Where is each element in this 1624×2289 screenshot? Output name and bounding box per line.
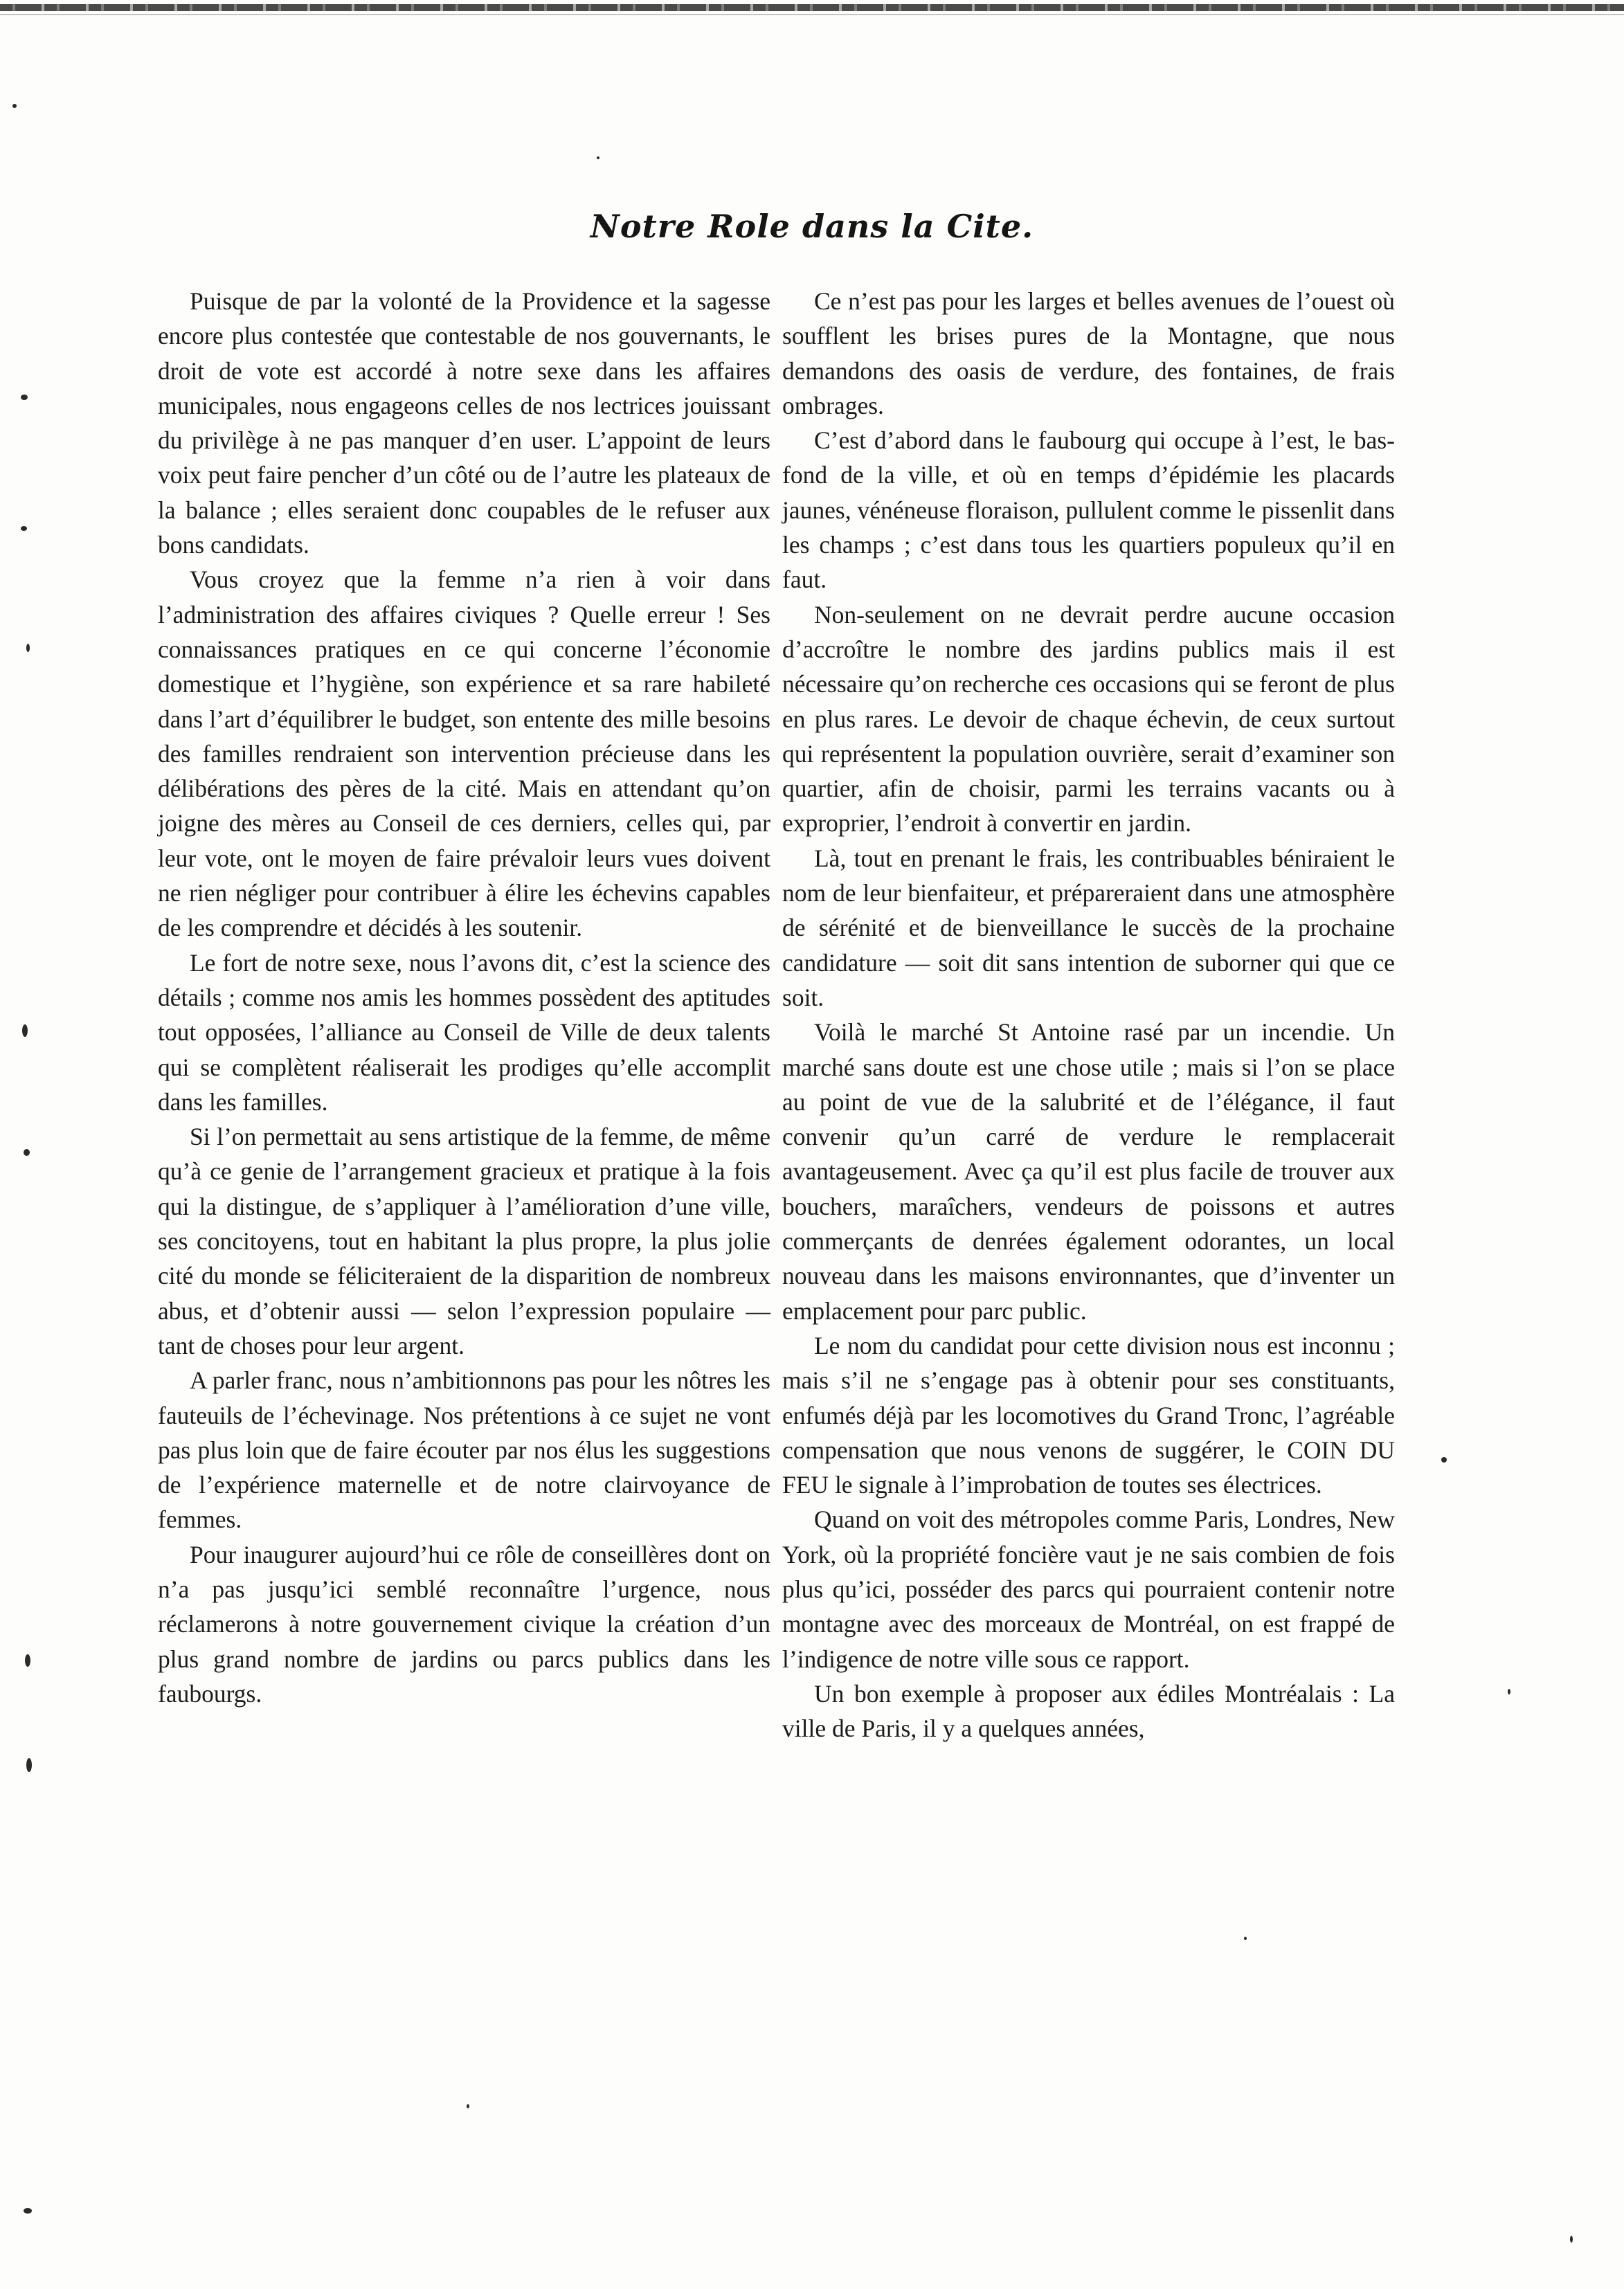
article-title: Notre Role dans la Cite.: [590, 208, 1034, 245]
right-column: [782, 284, 1395, 1746]
paragraph: Un bon exemple à proposer aux édiles Montréalais : La ville de Paris, il y a quelques années,: [782, 1679, 1395, 1743]
scan-speck: [1441, 1457, 1447, 1463]
paragraph: Vous croyez que la femme n’a rien à voir dans l’administration des affaires civiques ? Quelle erreur ! Ses connaissances pratiques en ce qui concerne l’économie domestique et l’hygiène, son expérience et sa rare habileté dans l’art d’équilibrer le budget, son entente des mille besoins des familles rendraient son intervention précieuse dans les délibérations des pères de la cité. Mais en attendant qu’on joigne des mères au Conseil de ces derniers, celles qui, par leur vote, ont le moyen de faire prévaloir leurs vues doivent ne rien négliger pour contribuer à élire les échevins capables de les comprendre et décidés à les soutenir.: [158, 566, 770, 942]
scan-speck: [22, 1024, 28, 1037]
paragraph: Ce n’est pas pour les larges et belles avenues de l’ouest où soufflent les brises pures de la Montagne, que nous demandons des oasis de verdure, des fontaines, de frais ombrages.: [782, 287, 1395, 419]
paragraph: Quand on voit des métropoles comme Paris, Londres, New York, où la propriété foncière vaut je ne sais combien de fois plus qu’ici, posséder des parcs qui pourraient contenir notre montagne avec des morceaux de Montréal, on est frappé de l’indigence de notre ville sous ce rapport.: [782, 1505, 1395, 1673]
paragraph: A parler franc, nous n’ambitionnons pas pour les nôtres les fauteuils de l’échevinage. Nos prétentions à ce sujet ne vont pas plus loin que de faire écouter par nos élus les suggestions de l’expérience maternelle et de notre clairvoyance de femmes.: [158, 1366, 770, 1534]
scan-speck: [1570, 2236, 1573, 2243]
paragraph: Voilà le marché St Antoine rasé par un incendie. Un marché sans doute est une chose utile ; mais si l’on se place au point de vue de la salubrité et de l’élégance, il faut convenir qu’un carré de verdure le remplacerait avantageusement. Avec ça qu’il est plus facile de trouver aux bouchers, maraîchers, vendeurs de poissons et autres commerçants de denrées également odorantes, un local nouveau dans les maisons environnantes, que d’inventer un emplacement pour parc public.: [782, 1018, 1395, 1325]
page-top-border: [0, 4, 1624, 11]
scan-speck: [26, 1758, 32, 1772]
scan-speck: [1508, 1689, 1510, 1694]
paragraph: Puisque de par la volonté de la Providence et la sagesse encore plus contestée que contestable de nos gouvernants, le droit de vote est accordé à notre sexe dans les affaires municipales, nous engageons celles de nos lectrices jouissant du privilège à ne pas manquer d’en user. L’appoint de leurs voix peut faire pencher d’un côté ou de l’autre les plateaux de la balance ; elles seraient donc coupables de le refuser aux bons candidats.: [158, 287, 770, 559]
paragraph: Là, tout en prenant le frais, les contribuables béniraient le nom de leur bienfaiteur, et prépareraient dans une atmosphère de sérénité et de bienveillance le succès de la prochaine candidature — soit dit sans intention de suborner qui que ce soit.: [782, 844, 1395, 1011]
scan-speck: [21, 395, 28, 400]
left-column: [158, 284, 770, 1711]
page-top-border-line: [0, 14, 1624, 15]
scan-speck: [24, 2208, 32, 2214]
scan-speck: [24, 1149, 30, 1156]
scan-speck: [467, 2104, 469, 2108]
scan-speck: [1244, 1937, 1247, 1940]
scan-speck: [26, 644, 30, 652]
paragraph: Le nom du candidat pour cette division nous est inconnu ; mais s’il ne s’engage pas à obtenir pour ses constituants, enfumés déjà par les locomotives du Grand Tronc, l’agréable compensation que nous venons de suggérer, le COIN DU FEU le signale à l’improbation de toutes ses électrices.: [782, 1331, 1395, 1499]
paragraph: Pour inaugurer aujourd’hui ce rôle de conseillères dont on n’a pas jusqu’ici semblé reconnaître l’urgence, nous réclamerons à notre gouvernement civique la création d’un plus grand nombre de jardins ou parcs publics dans les faubourgs.: [158, 1540, 770, 1708]
scan-speck: [12, 104, 17, 108]
paragraph: Non-seulement on ne devrait perdre aucune occasion d’accroître le nombre des jardins publics mais il est nécessaire qu’on recherche ces occasions qui se feront de plus en plus rares. Le devoir de chaque échevin, de ceux surtout qui représentent la population ouvrière, serait d’examiner son quartier, afin de choisir, parmi les terrains vacants ou à exproprier, l’endroit à convertir en jardin.: [782, 600, 1395, 838]
scan-speck: [25, 1654, 30, 1667]
scan-speck: [597, 156, 599, 159]
paragraph: C’est d’abord dans le faubourg qui occupe à l’est, le bas-fond de la ville, et où en temps d’épidémie les placards jaunes, vénéneuse floraison, pullulent comme le pissenlit dans les champs ; c’est dans tous les quartiers populeux qu’il en faut.: [782, 426, 1395, 594]
paragraph: Si l’on permettait au sens artistique de la femme, de même qu’à ce genie de l’arrangement gracieux et pratique à la fois qui la distingue, de s’appliquer à l’amélioration d’une ville, ses concitoyens, tout en habitant la plus propre, la plus jolie cité du monde se féliciteraient de la disparition de nombreux abus, et d’obtenir aussi — selon l’expression populaire — tant de choses pour leur argent.: [158, 1123, 770, 1359]
paragraph: Le fort de notre sexe, nous l’avons dit, c’est la science des détails ; comme nos amis les hommes possèdent des aptitudes tout opposées, l’alliance au Conseil de Ville de deux talents qui se complètent réaliserait les prodiges qu’elle accomplit dans les familles.: [158, 948, 770, 1116]
scan-speck: [21, 526, 27, 531]
